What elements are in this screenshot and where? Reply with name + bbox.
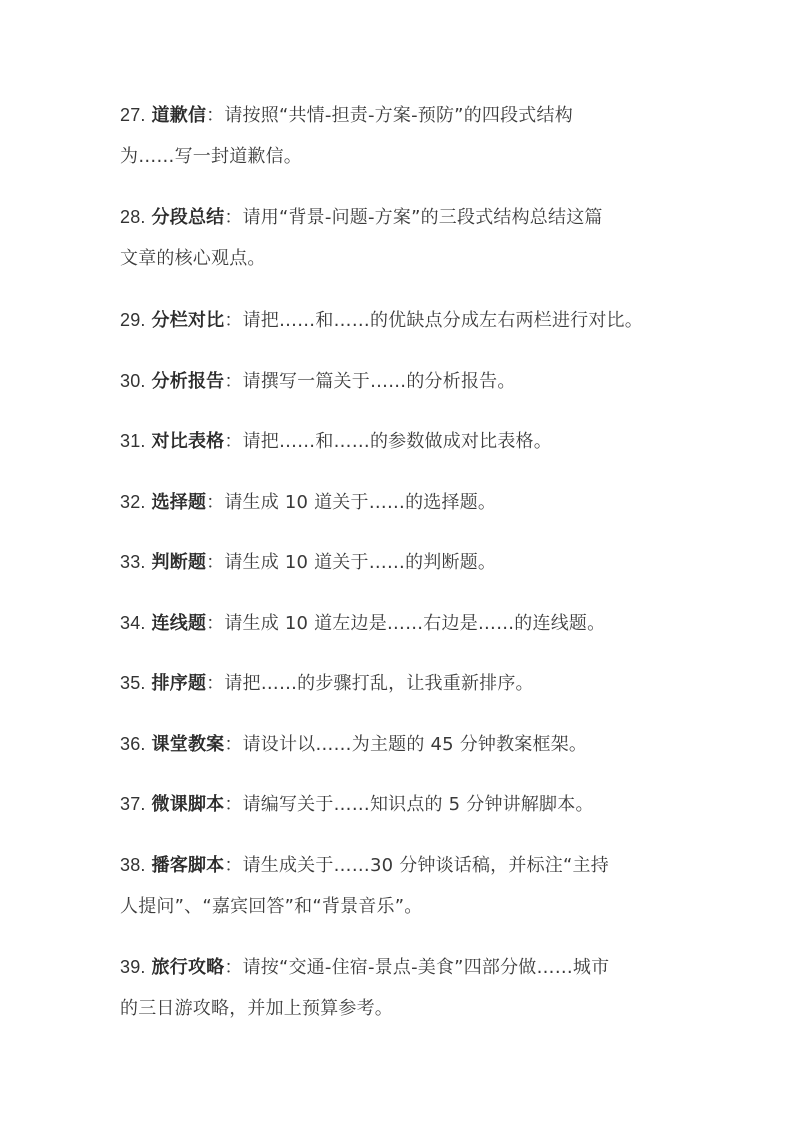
item-text: 请用“背景-问题-方案”的三段式结构总结这篇 bbox=[242, 207, 603, 228]
list-item bbox=[120, 300, 695, 341]
item-title: 判断题 bbox=[151, 552, 207, 573]
item-separator: ： bbox=[224, 207, 243, 228]
item-text-continuation: 为……写一封道歉信。 bbox=[120, 146, 302, 167]
item-number: 35. bbox=[120, 673, 146, 693]
item-separator: ： bbox=[224, 431, 243, 452]
item-text: 请按“交通-住宿-景点-美食”四部分做……城市 bbox=[242, 957, 610, 978]
list-item bbox=[120, 482, 695, 523]
item-text: 请生成 10 道关于……的判断题。 bbox=[224, 552, 497, 573]
list-item-line bbox=[120, 361, 695, 402]
list-item-line bbox=[120, 542, 695, 583]
item-separator: ： bbox=[206, 673, 225, 694]
list-item bbox=[120, 845, 695, 927]
item-number: 37. bbox=[120, 794, 146, 814]
item-title: 道歉信 bbox=[151, 105, 207, 126]
item-title: 旅行攻略 bbox=[151, 957, 225, 978]
item-text: 请编写关于……知识点的 5 分钟讲解脚本。 bbox=[242, 794, 594, 815]
item-text-continuation: 文章的核心观点。 bbox=[120, 248, 266, 269]
list-item-line bbox=[120, 845, 695, 886]
item-separator: ： bbox=[224, 855, 243, 876]
item-text-continuation: 的三日游攻略，并加上预算参考。 bbox=[120, 998, 393, 1019]
item-text: 请把……的步骤打乱，让我重新排序。 bbox=[224, 673, 534, 694]
list-item bbox=[120, 95, 695, 177]
item-title: 连线题 bbox=[151, 613, 207, 634]
item-number: 33. bbox=[120, 552, 146, 572]
item-text-continuation: 人提问”、“嘉宾回答”和“背景音乐”。 bbox=[120, 896, 423, 917]
item-number: 30. bbox=[120, 371, 146, 391]
item-number: 29. bbox=[120, 310, 146, 330]
item-text: 请撰写一篇关于……的分析报告。 bbox=[242, 371, 516, 392]
item-text: 请按照“共情-担责-方案-预防”的四段式结构 bbox=[224, 105, 573, 126]
item-title: 对比表格 bbox=[151, 431, 225, 452]
item-title: 分栏对比 bbox=[151, 310, 225, 331]
item-number: 36. bbox=[120, 734, 146, 754]
list-item bbox=[120, 197, 695, 279]
list-item-line bbox=[120, 784, 695, 825]
item-number: 32. bbox=[120, 492, 146, 512]
item-text: 请把……和……的优缺点分成左右两栏进行对比。 bbox=[242, 310, 643, 331]
item-separator: ： bbox=[224, 734, 243, 755]
list-item-line bbox=[120, 724, 695, 765]
item-number: 27. bbox=[120, 105, 146, 125]
item-title: 排序题 bbox=[151, 673, 207, 694]
item-separator: ： bbox=[224, 794, 243, 815]
item-number: 38. bbox=[120, 855, 146, 875]
item-text: 请把……和……的参数做成对比表格。 bbox=[242, 431, 552, 452]
item-separator: ： bbox=[206, 552, 225, 573]
item-text: 请生成 10 道关于……的选择题。 bbox=[224, 492, 497, 513]
list-item bbox=[120, 663, 695, 704]
item-title: 选择题 bbox=[151, 492, 207, 513]
item-separator: ： bbox=[206, 105, 225, 126]
item-title: 微课脚本 bbox=[151, 794, 225, 815]
item-title: 课堂教案 bbox=[151, 734, 225, 755]
list-item-line bbox=[120, 947, 695, 988]
item-separator: ： bbox=[224, 310, 243, 331]
list-item-line bbox=[120, 300, 695, 341]
item-title: 分析报告 bbox=[151, 371, 225, 392]
item-number: 39. bbox=[120, 957, 146, 977]
list-item bbox=[120, 947, 695, 1029]
list-item bbox=[120, 603, 695, 644]
item-title: 分段总结 bbox=[151, 207, 225, 228]
item-separator: ： bbox=[206, 613, 225, 634]
item-separator: ： bbox=[206, 492, 225, 513]
list-item bbox=[120, 724, 695, 765]
item-text: 请设计以……为主题的 45 分钟教案框架。 bbox=[242, 734, 588, 755]
item-title: 播客脚本 bbox=[151, 855, 225, 876]
list-item bbox=[120, 542, 695, 583]
list-item-line bbox=[120, 421, 695, 462]
list-item bbox=[120, 361, 695, 402]
item-text: 请生成关于……30 分钟谈话稿，并标注“主持 bbox=[242, 855, 609, 876]
item-number: 31. bbox=[120, 431, 146, 451]
item-separator: ： bbox=[224, 957, 243, 978]
item-number: 34. bbox=[120, 613, 146, 633]
list-item bbox=[120, 421, 695, 462]
list-item-line bbox=[120, 95, 695, 136]
list-item-line bbox=[120, 663, 695, 704]
item-number: 28. bbox=[120, 207, 146, 227]
item-separator: ： bbox=[224, 371, 243, 392]
list-item-line bbox=[120, 197, 695, 238]
item-text: 请生成 10 道左边是……右边是……的连线题。 bbox=[224, 613, 606, 634]
list-item-line bbox=[120, 482, 695, 523]
list-item-line bbox=[120, 603, 695, 644]
list-item bbox=[120, 784, 695, 825]
